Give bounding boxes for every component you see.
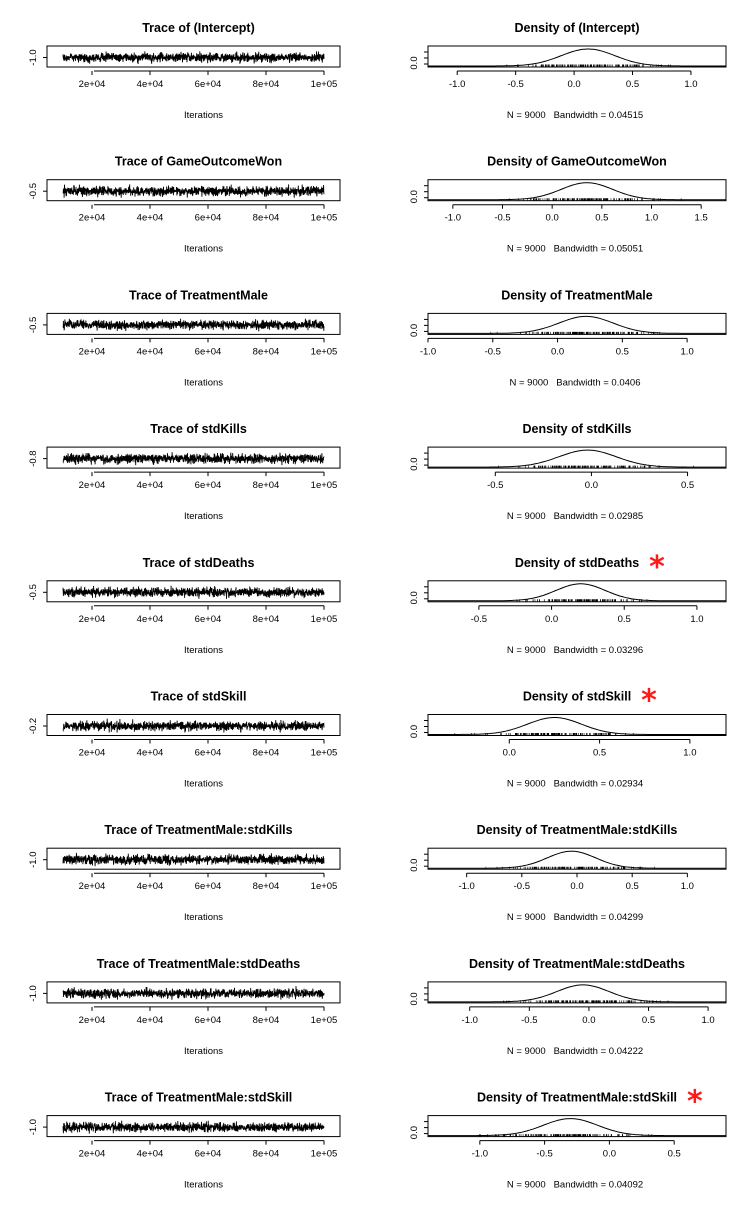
trace-line	[63, 586, 324, 599]
trace-x-tick-label: 2e+04	[78, 1014, 106, 1026]
trace-panel	[28, 1091, 340, 1191]
density-curve	[428, 183, 726, 200]
density-title: Density of stdSkill	[522, 689, 632, 704]
density-x-tick-label: 1.0	[690, 613, 704, 625]
trace-x-label: Iterations	[183, 1045, 224, 1057]
density-frame	[428, 313, 726, 334]
density-x-tick-label: 0.5	[667, 1148, 681, 1160]
trace-line	[63, 319, 324, 332]
density-note: N = 9000 Bandwidth = 0.04222	[506, 1045, 644, 1057]
density-x-tick-label: -0.5	[513, 881, 531, 893]
density-x-tick-label: 0.5	[592, 747, 607, 759]
trace-y-tick-label: -0.5	[28, 584, 39, 601]
density-x-tick-label: 1.5	[694, 212, 708, 224]
density-note: N = 9000 Bandwidth = 0.02934	[506, 778, 644, 790]
density-x-tick-label: 0.0	[544, 613, 559, 625]
density-y-tick-label: 0.0	[409, 323, 420, 338]
density-x-tick-label: 1.0	[680, 881, 694, 893]
trace-title: Trace of TreatmentMale:stdSkill	[104, 1090, 293, 1105]
density-x-tick-label: 0.5	[625, 79, 640, 90]
trace-title: Trace of TreatmentMale	[129, 288, 268, 303]
trace-x-tick-label: 4e+04	[136, 881, 164, 893]
density-x-tick-label: -1.0	[419, 346, 437, 358]
density-y-tick-label: 0.0	[409, 858, 420, 872]
trace-panel	[28, 823, 340, 923]
trace-x-tick-label: 2e+04	[78, 480, 106, 492]
density-panel	[409, 155, 726, 255]
density-x-tick-label: 0.0	[570, 881, 584, 893]
trace-x-tick-label: 8e+04	[252, 480, 280, 492]
trace-panel	[28, 21, 340, 121]
trace-x-tick-label: 6e+04	[194, 1014, 222, 1026]
density-x-tick-label: -0.5	[484, 346, 501, 358]
trace-x-tick-label: 2e+04	[78, 79, 106, 90]
trace-title: Trace of TreatmentMale:stdDeaths	[96, 956, 301, 971]
density-curve	[428, 1119, 726, 1136]
trace-x-tick-label: 1e+05	[310, 881, 338, 893]
trace-line	[63, 986, 324, 1000]
density-x-tick-label: 0.0	[550, 346, 565, 358]
density-x-tick-label: 1.0	[684, 79, 698, 90]
trace-x-tick-label: 8e+04	[252, 212, 280, 224]
density-x-tick-label: -0.5	[494, 212, 511, 224]
trace-x-tick-label: 6e+04	[194, 881, 222, 893]
density-x-tick-label: -1.0	[458, 881, 475, 893]
density-y-tick-label: 0.0	[409, 190, 420, 204]
trace-panel	[28, 556, 340, 656]
density-panel	[409, 21, 726, 121]
density-x-tick-label: 0.0	[545, 212, 559, 224]
trace-y-tick-label: -1.0	[28, 851, 39, 868]
density-note: N = 9000 Bandwidth = 0.04515	[506, 110, 644, 121]
trace-x-label: Iterations	[183, 778, 224, 790]
density-title: Density of TreatmentMale:stdSkill	[476, 1090, 678, 1105]
trace-y-tick-label: -0.5	[28, 316, 39, 334]
density-x-tick-label: 0.5	[680, 480, 695, 492]
density-curve	[428, 450, 726, 467]
density-title: Density of (Intercept)	[514, 21, 640, 35]
trace-y-tick-label: -1.0	[28, 985, 39, 1002]
trace-x-tick-label: 8e+04	[252, 613, 280, 625]
trace-title: Trace of stdSkill	[150, 689, 247, 704]
trace-x-label: Iterations	[183, 644, 224, 656]
trace-line	[63, 452, 324, 465]
trace-x-label: Iterations	[183, 110, 224, 121]
trace-panel	[28, 957, 340, 1057]
density-x-tick-label: -0.5	[487, 480, 504, 492]
trace-x-label: Iterations	[183, 511, 224, 523]
trace-x-tick-label: 4e+04	[136, 613, 164, 625]
density-x-tick-label: -0.5	[521, 1014, 538, 1026]
trace-title: Trace of GameOutcomeWon	[114, 154, 283, 169]
density-y-tick-label: 0.0	[409, 56, 420, 70]
density-x-tick-label: 1.0	[683, 747, 697, 759]
trace-x-tick-label: 6e+04	[194, 480, 222, 492]
trace-y-tick-label: -0.8	[28, 450, 39, 467]
trace-line	[63, 51, 324, 64]
density-x-tick-label: -1.0	[444, 212, 462, 224]
density-title: Density of stdDeaths	[514, 555, 640, 570]
density-note: N = 9000 Bandwidth = 0.04092	[506, 1179, 644, 1191]
flag-asterisk-icon: *	[641, 683, 657, 719]
trace-x-tick-label: 8e+04	[252, 747, 280, 759]
density-panel	[409, 684, 726, 790]
density-x-tick-label: -0.5	[536, 1148, 553, 1160]
trace-x-tick-label: 4e+04	[136, 1014, 164, 1026]
trace-title: Trace of stdDeaths	[142, 555, 255, 570]
trace-x-tick-label: 2e+04	[78, 881, 106, 893]
trace-x-tick-label: 2e+04	[78, 1148, 106, 1160]
trace-y-tick-label: -1.0	[28, 49, 39, 66]
density-y-tick-label: 0.0	[409, 992, 420, 1006]
density-x-tick-label: 0.0	[582, 1014, 596, 1026]
trace-x-label: Iterations	[183, 377, 224, 389]
density-frame	[428, 447, 726, 468]
density-x-tick-label: 0.0	[584, 480, 599, 492]
density-x-tick-label: 0.0	[602, 1148, 617, 1160]
density-x-tick-label: 1.0	[701, 1014, 715, 1026]
density-note: N = 9000 Bandwidth = 0.05051	[506, 243, 644, 255]
trace-line	[63, 1121, 324, 1134]
trace-x-tick-label: 8e+04	[252, 79, 280, 90]
trace-x-tick-label: 8e+04	[252, 881, 280, 893]
density-curve	[428, 316, 726, 333]
trace-x-tick-label: 2e+04	[78, 212, 106, 224]
trace-x-tick-label: 6e+04	[194, 212, 222, 224]
trace-x-tick-label: 8e+04	[252, 1148, 280, 1160]
trace-x-tick-label: 4e+04	[136, 79, 164, 90]
trace-x-tick-label: 1e+05	[310, 346, 338, 358]
density-note: N = 9000 Bandwidth = 0.03296	[506, 644, 644, 656]
trace-x-tick-label: 1e+05	[310, 480, 338, 492]
density-y-tick-label: 0.0	[409, 591, 420, 605]
trace-line	[63, 853, 324, 866]
trace-panel	[28, 690, 340, 790]
density-title: Density of TreatmentMale:stdKills	[476, 823, 678, 838]
density-curve	[428, 985, 726, 1002]
flag-asterisk-icon: *	[649, 549, 665, 585]
trace-x-tick-label: 6e+04	[194, 346, 222, 358]
density-x-tick-label: 0.0	[502, 747, 516, 759]
density-frame	[428, 46, 726, 67]
density-curve	[428, 718, 726, 735]
density-x-tick-label: 0.5	[625, 881, 639, 893]
density-x-tick-label: -0.5	[470, 613, 488, 625]
density-panel	[409, 422, 726, 522]
density-note: N = 9000 Bandwidth = 0.02985	[506, 511, 644, 523]
density-y-tick-label: 0.0	[409, 1125, 420, 1140]
trace-y-tick-label: -0.5	[28, 183, 39, 200]
trace-title: Trace of (Intercept)	[142, 21, 255, 35]
trace-line	[63, 719, 324, 733]
trace-x-tick-label: 4e+04	[136, 480, 164, 492]
density-x-tick-label: 1.0	[644, 212, 659, 224]
trace-x-tick-label: 2e+04	[78, 747, 106, 759]
trace-line	[63, 184, 324, 197]
trace-x-tick-label: 1e+05	[310, 1148, 338, 1160]
density-x-tick-label: 1.0	[680, 346, 694, 358]
trace-x-tick-label: 6e+04	[194, 79, 222, 90]
density-x-tick-label: 0.5	[617, 613, 631, 625]
trace-x-tick-label: 1e+05	[310, 613, 338, 625]
density-x-tick-label: -0.5	[507, 79, 524, 90]
trace-x-tick-label: 1e+05	[310, 79, 338, 90]
density-panel	[409, 550, 726, 656]
density-x-tick-label: -1.0	[471, 1148, 489, 1160]
trace-x-tick-label: 6e+04	[194, 747, 222, 759]
trace-x-tick-label: 1e+05	[310, 212, 338, 224]
trace-x-tick-label: 6e+04	[194, 613, 222, 625]
trace-x-label: Iterations	[183, 243, 224, 255]
trace-x-tick-label: 8e+04	[252, 346, 280, 358]
density-y-tick-label: 0.0	[409, 724, 420, 739]
density-title: Density of TreatmentMale:stdDeaths	[468, 956, 686, 971]
density-panel	[409, 957, 726, 1057]
trace-panel	[28, 288, 340, 388]
density-x-tick-label: 0.5	[595, 212, 609, 224]
flag-asterisk-icon: *	[687, 1084, 703, 1120]
trace-title: Trace of TreatmentMale:stdKills	[104, 823, 293, 838]
density-curve	[428, 49, 726, 66]
trace-x-tick-label: 2e+04	[78, 346, 106, 358]
density-frame	[428, 715, 726, 736]
trace-x-label: Iterations	[183, 912, 224, 924]
trace-x-tick-label: 4e+04	[136, 346, 164, 358]
trace-x-label: Iterations	[183, 1179, 224, 1191]
trace-panel	[28, 155, 340, 255]
density-curve	[428, 584, 726, 601]
trace-x-tick-label: 1e+05	[310, 747, 338, 759]
density-x-tick-label: 0.5	[615, 346, 629, 358]
trace-x-tick-label: 4e+04	[136, 212, 164, 224]
trace-x-tick-label: 8e+04	[252, 1014, 280, 1026]
density-note: N = 9000 Bandwidth = 0.0406	[509, 377, 641, 389]
density-x-tick-label: -1.0	[461, 1014, 478, 1026]
density-panel	[409, 288, 726, 388]
density-x-tick-label: 0.5	[641, 1014, 656, 1026]
density-title: Density of stdKills	[522, 422, 632, 437]
trace-title: Trace of stdKills	[150, 422, 247, 437]
trace-x-tick-label: 6e+04	[194, 1148, 222, 1160]
trace-x-tick-label: 4e+04	[136, 747, 164, 759]
density-curve	[428, 851, 726, 868]
trace-x-tick-label: 4e+04	[136, 1148, 164, 1160]
density-x-tick-label: 0.0	[567, 79, 581, 90]
trace-y-tick-label: -1.0	[28, 1118, 39, 1136]
trace-panel	[28, 422, 340, 522]
density-y-tick-label: 0.0	[409, 457, 420, 471]
density-title: Density of GameOutcomeWon	[487, 154, 667, 169]
trace-x-tick-label: 2e+04	[78, 613, 106, 625]
trace-x-tick-label: 1e+05	[310, 1014, 338, 1026]
density-frame	[428, 180, 726, 201]
density-title: Density of TreatmentMale	[501, 288, 653, 303]
density-note: N = 9000 Bandwidth = 0.04299	[506, 912, 644, 924]
density-panel	[409, 1085, 726, 1191]
density-panel	[409, 823, 726, 923]
density-x-tick-label: -1.0	[449, 79, 466, 90]
trace-y-tick-label: -0.2	[28, 717, 39, 735]
